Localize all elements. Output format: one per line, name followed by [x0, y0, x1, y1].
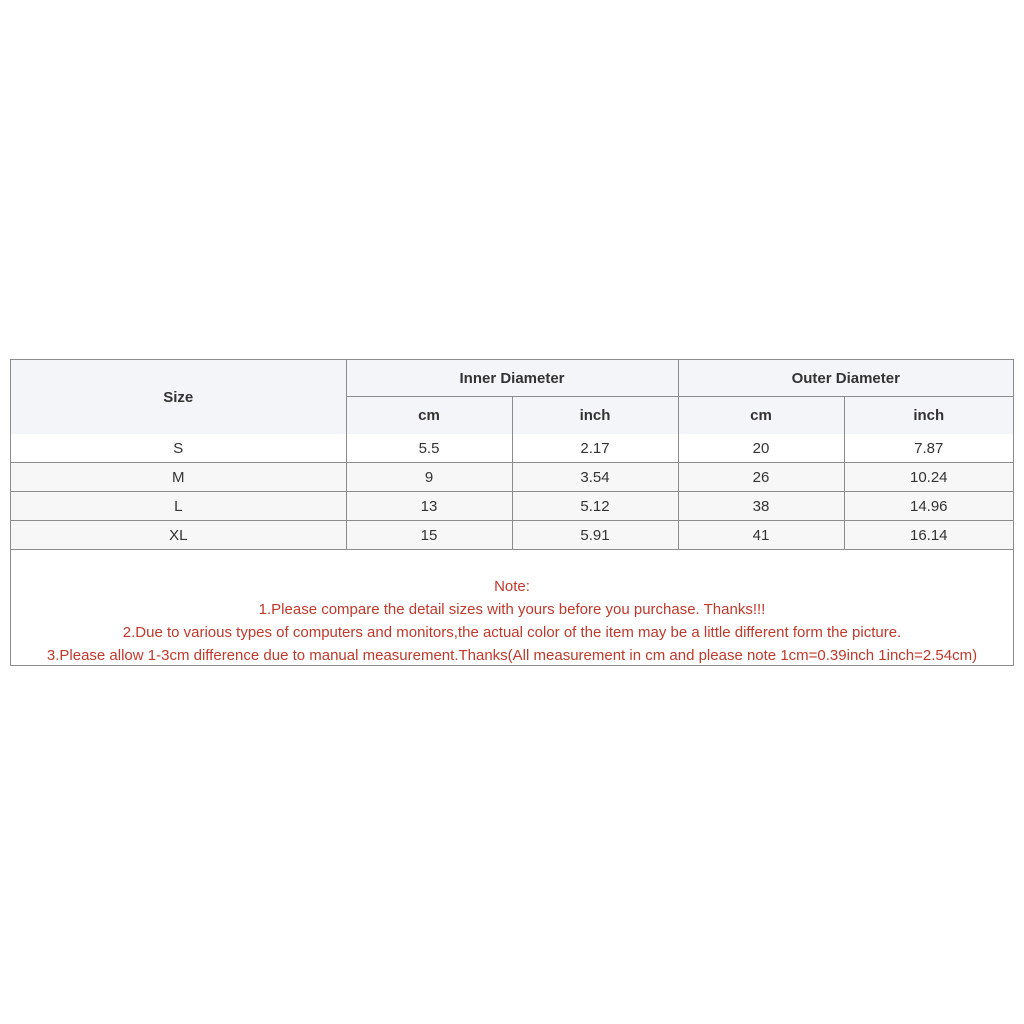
outer-inch-header: inch — [844, 397, 1013, 435]
size-cell: S — [11, 434, 346, 463]
notes-section — [11, 549, 1013, 665]
size-cell: M — [11, 463, 346, 492]
outer-cm-cell: 26 — [678, 463, 844, 492]
table-row — [11, 434, 1013, 463]
table-row — [11, 492, 1013, 521]
inner-inch-header: inch — [512, 397, 678, 435]
note-line: 3.Please allow 1-3cm difference due to manual measurement.Thanks(All measurement in cm and please note 1cm=0.39inch 1inch=2.54cm) — [46, 647, 978, 664]
size-table — [11, 360, 1013, 549]
outer-cm-header: cm — [678, 397, 844, 435]
outer-diameter-header: Outer Diameter — [678, 360, 1013, 397]
size-column-header: Size — [11, 360, 346, 434]
outer-cm-cell: 41 — [678, 521, 844, 550]
outer-cm-cell: 20 — [678, 434, 844, 463]
outer-inch-cell: 7.87 — [844, 434, 1013, 463]
size-chart — [10, 359, 1014, 666]
note-line: 2.Due to various types of computers and monitors,the actual color of the item may be a little different form the picture. — [122, 624, 902, 641]
outer-cm-cell: 38 — [678, 492, 844, 521]
inner-inch-cell: 3.54 — [512, 463, 678, 492]
inner-cm-cell: 13 — [346, 492, 512, 521]
outer-inch-cell: 16.14 — [844, 521, 1013, 550]
inner-cm-header: cm — [346, 397, 512, 435]
header-row-groups — [11, 360, 1013, 397]
size-cell: L — [11, 492, 346, 521]
inner-cm-cell: 5.5 — [346, 434, 512, 463]
inner-inch-cell: 5.91 — [512, 521, 678, 550]
inner-cm-cell: 15 — [346, 521, 512, 550]
table-row — [11, 463, 1013, 492]
table-row — [11, 521, 1013, 550]
outer-inch-cell: 14.96 — [844, 492, 1013, 521]
inner-inch-cell: 5.12 — [512, 492, 678, 521]
outer-inch-cell: 10.24 — [844, 463, 1013, 492]
size-cell: XL — [11, 521, 346, 550]
inner-cm-cell: 9 — [346, 463, 512, 492]
note-line: 1.Please compare the detail sizes with yours before you purchase. Thanks!!! — [258, 601, 766, 618]
notes-title: Note: — [494, 578, 530, 595]
inner-diameter-header: Inner Diameter — [346, 360, 678, 397]
inner-inch-cell: 2.17 — [512, 434, 678, 463]
